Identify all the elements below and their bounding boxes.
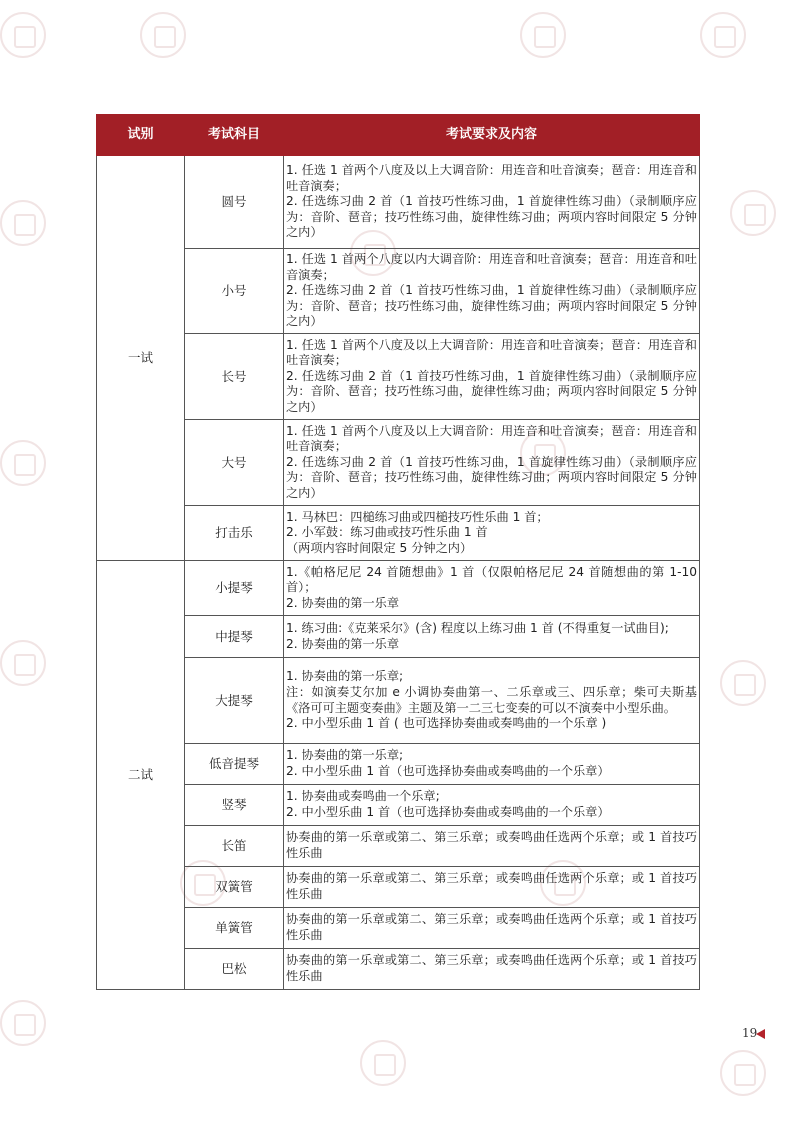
requirement-line: 协奏曲的第一乐章或第二、第三乐章；或奏鸣曲任选两个乐章；或 1 首技巧性乐曲 [286, 871, 697, 901]
table-row [97, 156, 700, 249]
requirement-line: 2. 中小型乐曲 1 首（也可选择协奏曲或奏鸣曲的一个乐章） [286, 764, 610, 778]
requirement-line: 1. 马林巴：四槌练习曲或四槌技巧性乐曲 1 首； [286, 509, 549, 524]
requirement-cell [284, 867, 700, 908]
page-number: 19 [742, 1026, 758, 1040]
requirement-line: 2. 中小型乐曲 1 首 ( 也可选择协奏曲或奏鸣曲的一个乐章 ) [286, 716, 607, 731]
exam-requirements-table [96, 114, 700, 990]
table-row [97, 420, 700, 506]
table-row [97, 561, 700, 616]
requirement-cell [284, 785, 700, 826]
seal-watermark [700, 12, 746, 58]
requirement-cell [284, 744, 700, 785]
seal-watermark [0, 12, 46, 58]
seal-watermark [720, 1050, 766, 1096]
requirement-line: 2. 任选练习曲 2 首（1 首技巧性练习曲，1 首旋律性练习曲）（录制顺序应为：音阶、琶音；技巧性练习曲，旋律性练习曲；两项内容时间限定 5 分钟之内） [286, 194, 697, 240]
requirement-line: 2. 协奏曲的第一乐章 [286, 636, 400, 651]
subject-cell: 双簧管 [185, 867, 284, 908]
table-body [97, 156, 700, 990]
requirement-line: 1.《帕格尼尼 24 首随想曲》1 首（仅限帕格尼尼 24 首随想曲的第 1-10 首）； [286, 564, 697, 595]
requirement-line: 1. 协奏曲的第一乐章; [286, 748, 404, 763]
requirement-cell [284, 156, 700, 249]
requirement-line: 2. 任选练习曲 2 首（1 首技巧性练习曲，1 首旋律性练习曲）（录制顺序应为：音阶、琶音；技巧性练习曲，旋律性练习曲；两项内容时间限定 5 分钟之内） [286, 454, 697, 500]
stage-cell: 二试 [97, 561, 185, 990]
requirement-line: 1. 任选 1 首两个八度及以上大调音阶：用连音和吐音演奏；琶音：用连音和吐音演奏； [286, 423, 697, 454]
seal-watermark [140, 12, 186, 58]
subject-cell: 大提琴 [185, 658, 284, 744]
requirement-line: 注：如演奏艾尔加 e 小调协奏曲第一、二乐章或三、四乐章；柴可夫斯基《洛可可主题变奏曲》主题及第一二三七变奏的可以不演奏中小型乐曲。 [286, 684, 697, 715]
requirement-cell [284, 420, 700, 506]
requirement-cell [284, 249, 700, 334]
stage-cell: 一试 [97, 156, 185, 561]
requirement-line: 协奏曲的第一乐章或第二、第三乐章；或奏鸣曲任选两个乐章；或 1 首技巧性乐曲 [286, 912, 697, 942]
requirement-line: 2. 任选练习曲 2 首（1 首技巧性练习曲，1 首旋律性练习曲）（录制顺序应为：音阶、琶音；技巧性练习曲，旋律性练习曲；两项内容时间限定 5 分钟之内） [286, 368, 697, 414]
table-row [97, 744, 700, 785]
seal-watermark [0, 1000, 46, 1046]
requirement-line: 协奏曲的第一乐章或第二、第三乐章；或奏鸣曲任选两个乐章；或 1 首技巧性乐曲 [286, 830, 697, 860]
seal-watermark [0, 200, 46, 246]
requirement-line: 1. 任选 1 首两个八度及以上大调音阶：用连音和吐音演奏；琶音：用连音和吐音演奏； [286, 337, 697, 368]
table-row [97, 249, 700, 334]
requirement-line: 1. 协奏曲的第一乐章; [286, 669, 404, 684]
table-row [97, 908, 700, 949]
requirement-line: 1. 练习曲:《克莱采尔》(含) 程度以上练习曲 1 首 (不得重复一试曲目); [286, 620, 669, 635]
requirement-line: 2. 中小型乐曲 1 首（也可选择协奏曲或奏鸣曲的一个乐章） [286, 805, 610, 819]
requirement-cell [284, 949, 700, 990]
requirement-line: 1. 任选 1 首两个八度及以上大调音阶：用连音和吐音演奏；琶音：用连音和吐音演奏； [286, 163, 697, 193]
seal-watermark [720, 660, 766, 706]
requirement-cell [284, 908, 700, 949]
requirement-line: 1. 任选 1 首两个八度以内大调音阶：用连音和吐音演奏；琶音：用连音和吐音演奏； [286, 252, 697, 282]
seal-watermark [730, 190, 776, 236]
subject-cell: 长笛 [185, 826, 284, 867]
table-row [97, 506, 700, 561]
requirement-line: 2. 小军鼓：练习曲或技巧性乐曲 1 首 [286, 525, 488, 540]
requirement-line: 2. 协奏曲的第一乐章 [286, 595, 400, 610]
subject-cell: 圆号 [185, 156, 284, 249]
table-row [97, 826, 700, 867]
subject-cell: 低音提琴 [185, 744, 284, 785]
table-row [97, 949, 700, 990]
table-row [97, 334, 700, 420]
subject-cell: 中提琴 [185, 616, 284, 658]
table-row [97, 658, 700, 744]
table-row [97, 867, 700, 908]
header-stage: 试别 [97, 115, 185, 156]
header-subject: 考试科目 [185, 115, 284, 156]
requirement-line: 协奏曲的第一乐章或第二、第三乐章；或奏鸣曲任选两个乐章；或 1 首技巧性乐曲 [286, 953, 697, 983]
page-arrow-icon [756, 1029, 765, 1039]
requirement-cell [284, 334, 700, 420]
table-row [97, 616, 700, 658]
seal-watermark [360, 1040, 406, 1086]
requirement-cell [284, 616, 700, 658]
subject-cell: 小号 [185, 249, 284, 334]
header-requirements: 考试要求及内容 [284, 115, 700, 156]
seal-watermark [520, 12, 566, 58]
subject-cell: 长号 [185, 334, 284, 420]
requirement-line: 1. 协奏曲或奏鸣曲一个乐章; [286, 789, 440, 804]
requirement-line: （两项内容时间限定 5 分钟之内） [286, 540, 473, 555]
requirement-cell [284, 826, 700, 867]
subject-cell: 大号 [185, 420, 284, 506]
subject-cell: 单簧管 [185, 908, 284, 949]
requirement-line: 2. 任选练习曲 2 首（1 首技巧性练习曲，1 首旋律性练习曲）（录制顺序应为：音阶、琶音；技巧性练习曲，旋律性练习曲；两项内容时间限定 5 分钟之内） [286, 283, 697, 329]
subject-cell: 竖琴 [185, 785, 284, 826]
requirement-cell [284, 561, 700, 616]
seal-watermark [0, 640, 46, 686]
requirement-cell [284, 658, 700, 744]
seal-watermark [0, 440, 46, 486]
table-row [97, 785, 700, 826]
requirement-cell [284, 506, 700, 561]
subject-cell: 打击乐 [185, 506, 284, 561]
subject-cell: 小提琴 [185, 561, 284, 616]
subject-cell: 巴松 [185, 949, 284, 990]
table-header-row [97, 115, 700, 156]
